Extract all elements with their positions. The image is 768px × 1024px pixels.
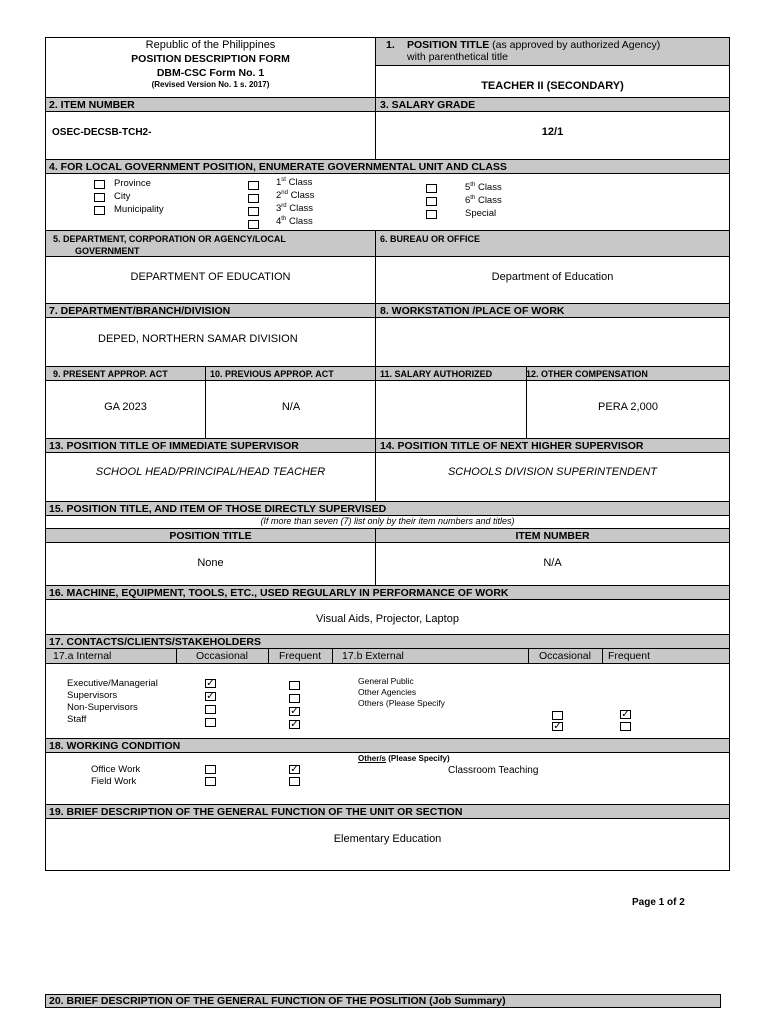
present-approp-label: 9. PRESENT APPROP. ACT [53,369,168,379]
position-function-header: 20. BRIEF DESCRIPTION OF THE GENERAL FUNCTION OF THE POSLITION (Job Summary) [45,994,721,1008]
present-approp-value: GA 2023 [104,401,147,413]
working-condition-label: Field Work [91,776,137,787]
label-2nd-class: 2nd Class [276,190,315,202]
label-3rd-class: 3rd Class [276,203,314,215]
division-workstation-header [46,303,729,318]
position-description-form [45,37,730,871]
checkbox-internal-frequent[interactable]: ✓ [290,706,299,717]
previous-approp-label: 10. PREVIOUS APPROP. ACT [210,369,334,379]
internal-item-label: Staff [67,714,87,725]
contacts-body [46,664,729,738]
checkbox-internal-frequent[interactable] [289,694,300,703]
bureau-label: 6. BUREAU OR OFFICE [380,234,481,244]
supervised-note-row [46,516,729,528]
appropriation-header [46,366,729,381]
immediate-supervisor-label: 13. POSITION TITLE OF IMMEDIATE SUPERVISOR [49,440,299,452]
next-supervisor-value: SCHOOLS DIVISION SUPERINTENDENT [447,466,658,478]
previous-approp-value: N/A [281,401,301,413]
item-number-label: 2. ITEM NUMBER [49,99,135,111]
label-special: Special [465,208,497,219]
supervisor-header [46,438,729,453]
internal-item-label: Supervisors [67,690,118,701]
item-number-value: OSEC-DECSB-TCH2- [52,127,152,138]
checkbox-internal-occasional[interactable] [205,705,216,714]
label-1st-class: 1st Class [276,177,313,189]
label-5th-class: 5th Class [465,182,502,194]
internal-occasional-col: Occasional [196,650,248,662]
bureau-value: Department of Education [491,271,614,283]
supervised-columns [46,528,729,543]
checkbox-municipality[interactable] [94,206,105,215]
workstation-label: 8. WORKSTATION /PLACE OF WORK [380,305,565,317]
checkbox-external-occasional[interactable] [552,711,563,720]
checkbox-internal-occasional[interactable] [205,718,216,727]
lgu-class-header: 4. FOR LOCAL GOVERNMENT POSITION, ENUMERATE GOVERNMENTAL UNIT AND CLASS [46,159,729,174]
checkbox-3rd-class[interactable] [248,207,259,216]
external-item-label: General Public [358,676,414,686]
checkbox-province[interactable] [94,180,105,189]
division-workstation-values [46,318,729,366]
department-label: 5. DEPARTMENT, CORPORATION OR AGENCY/LOCAL [53,234,286,244]
equipment-value-row [46,600,729,635]
position-title-value: TEACHER II (SECONDARY) [481,80,624,92]
contacts-header: 17. CONTACTS/CLIENTS/STAKEHOLDERS [46,634,729,649]
republic-line: Republic of the Philippines [145,39,276,51]
internal-label: 17.a Internal [53,650,112,662]
checkbox-external-occasional[interactable]: ✓ [553,721,562,732]
unit-function-header: 19. BRIEF DESCRIPTION OF THE GENERAL FUNCTION OF THE UNIT OR SECTION [46,804,729,819]
checkbox-special[interactable] [426,210,437,219]
supervisor-values [46,453,729,501]
checkbox-2nd-class[interactable] [248,194,259,203]
external-frequent-col: Frequent [608,650,651,662]
unit-function-value-row [46,819,729,871]
label-4th-class: 4th Class [276,216,313,228]
supervised-header: 15. POSITION TITLE, AND ITEM OF THOSE DIRECTLY SUPERVISED [46,501,729,516]
checkbox-4th-class[interactable] [248,220,259,229]
label-6th-class: 6th Class [465,195,502,207]
page-number: Page 1 of 2 [632,897,685,908]
other-compensation-label: 12. OTHER COMPENSATION [526,369,648,379]
checkbox-internal-frequent[interactable] [289,681,300,690]
salary-authorized-label: 11. SALARY AUTHORIZED [380,369,493,379]
label-city: City [114,191,131,202]
checkbox-internal-occasional[interactable]: ✓ [206,691,215,702]
unit-function-value: Elementary Education [333,833,442,845]
department-bureau-values [46,257,729,303]
form-title: POSITION DESCRIPTION FORM [131,53,290,65]
checkbox-city[interactable] [94,193,105,202]
form-number: DBM-CSC Form No. 1 [156,67,265,79]
appropriation-values [46,381,729,438]
others-specify-value: Classroom Teaching [448,765,539,776]
lgu-class-options [46,174,729,231]
checkbox-condition-occasional[interactable] [205,765,216,774]
working-condition-header: 18. WORKING CONDITION [46,738,729,753]
next-supervisor-label: 14. POSITION TITLE OF NEXT HIGHER SUPERVISOR [380,440,644,452]
salary-grade-value: 12/1 [541,126,564,138]
checkbox-1st-class[interactable] [248,181,259,190]
supervised-item-value: N/A [543,557,562,569]
working-condition-body [46,753,729,805]
checkbox-condition-occasional[interactable] [205,777,216,786]
internal-frequent-col: Frequent [278,650,322,662]
item-salary-values-row [46,112,729,160]
others-specify-label: Other/s (Please Specify) [358,754,450,763]
checkbox-6th-class[interactable] [426,197,437,206]
external-occasional-col: Occasional [539,650,591,662]
salary-grade-label: 3. SALARY GRADE [380,99,476,111]
contacts-columns [46,648,729,664]
form-header-row [46,38,729,100]
department-bureau-header [46,230,729,257]
item-salary-header-row [46,97,729,112]
equipment-header: 16. MACHINE, EQUIPMENT, TOOLS, ETC., USED REGULARLY IN PERFORMANCE OF WORK [46,585,729,600]
equipment-value: Visual Aids, Projector, Laptop [316,613,459,625]
supervised-values [46,543,729,585]
division-label: 7. DEPARTMENT/BRANCH/DIVISION [49,305,231,317]
checkbox-external-frequent[interactable]: ✓ [621,709,630,720]
other-compensation-value: PERA 2,000 [598,401,658,413]
item-number-column: ITEM NUMBER [515,530,590,542]
immediate-supervisor-value: SCHOOL HEAD/PRINCIPAL/HEAD TEACHER [95,466,326,478]
checkbox-external-frequent[interactable] [620,722,631,731]
checkbox-internal-frequent[interactable]: ✓ [290,719,299,730]
checkbox-internal-occasional[interactable]: ✓ [206,678,215,689]
checkbox-condition-frequent[interactable]: ✓ [290,764,299,775]
label-province: Province [114,178,151,189]
checkbox-condition-frequent[interactable] [289,777,300,786]
external-label: 17.b External [342,650,404,662]
position-title-column: POSITION TITLE [169,530,252,542]
division-value: DEPED, NORTHERN SAMAR DIVISION [98,333,298,345]
working-condition-label: Office Work [91,764,141,775]
internal-item-label: Executive/Managerial [67,678,158,689]
form-revision: (Revised Version No. 1 s. 2017) [151,80,270,89]
department-value: DEPARTMENT OF EDUCATION [130,271,291,283]
supervised-title-value: None [197,557,224,569]
supervised-note: (If more than seven (7) list only by their item numbers and titles) [260,516,515,526]
label-municipality: Municipality [114,204,164,215]
department-label-line2: GOVERNMENT [75,246,140,256]
internal-item-label: Non-Supervisors [67,702,138,713]
external-item-label: Other Agencies [358,687,417,697]
external-item-label: Others (Please Specify [358,698,445,708]
field-1-label: 1. POSITION TITLE (as approved by authorized Agency) with parenthetical title [376,38,729,66]
checkbox-5th-class[interactable] [426,184,437,193]
